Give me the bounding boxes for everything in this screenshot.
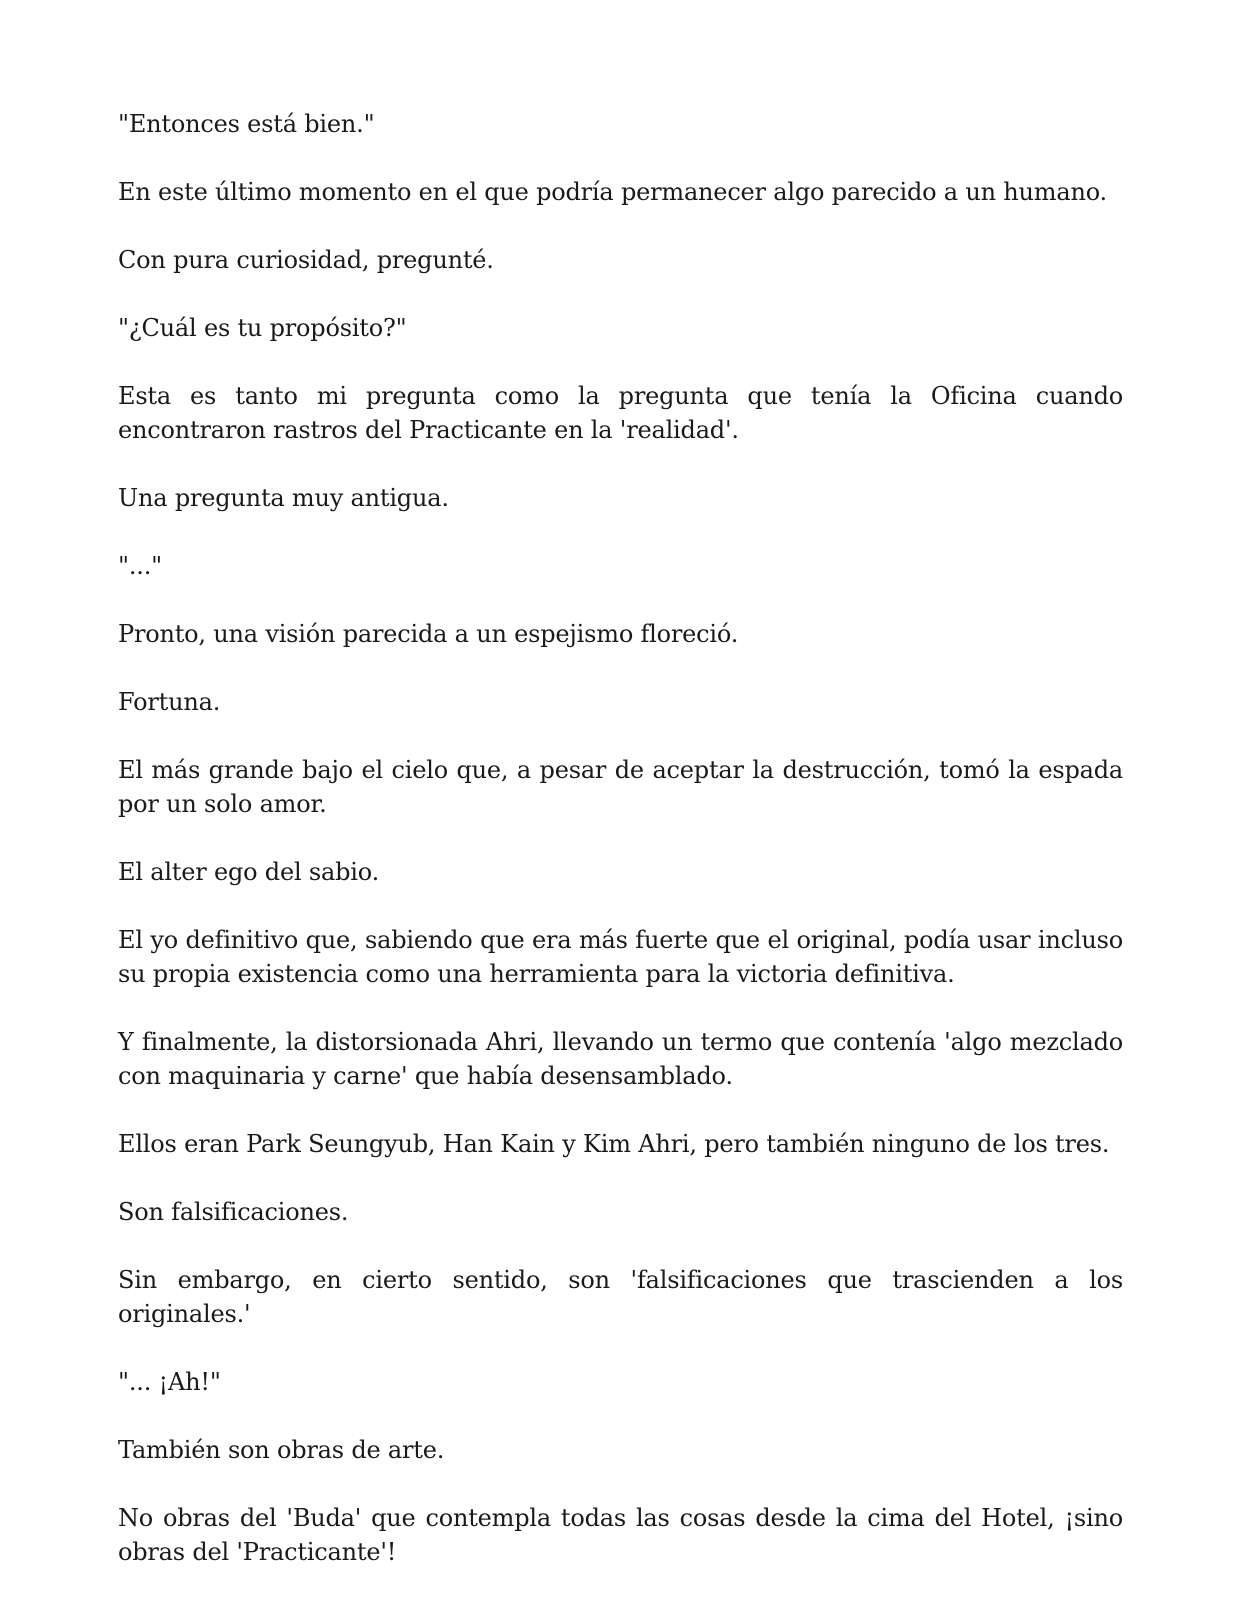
paragraph-12: El yo definitivo que, sabiendo que era más fuerte que el original, podía usar incluso su propia existencia como una herramienta para la victoria definitiva. — [118, 926, 1123, 988]
paragraph-18: También son obras de arte. — [118, 1436, 445, 1464]
paragraph-11: El alter ego del sabio. — [118, 858, 379, 886]
paragraph-1: "Entonces está bien." — [118, 110, 375, 138]
document-page — [118, 107, 1123, 1603]
paragraph-7: "..." — [118, 552, 162, 580]
paragraph-16: Sin embargo, en cierto sentido, son 'falsificaciones que trascienden a los originales.' — [118, 1266, 1123, 1328]
paragraph-8: Pronto, una visión parecida a un espejismo floreció. — [118, 620, 739, 648]
paragraph-4: "¿Cuál es tu propósito?" — [118, 314, 407, 342]
paragraph-5: Esta es tanto mi pregunta como la pregunta que tenía la Oficina cuando encontraron rastros del Practicante en la 'realidad'. — [118, 382, 1123, 444]
paragraph-14: Ellos eran Park Seungyub, Han Kain y Kim Ahri, pero también ninguno de los tres. — [118, 1130, 1110, 1158]
paragraph-6: Una pregunta muy antigua. — [118, 484, 449, 512]
paragraph-9: Fortuna. — [118, 688, 221, 716]
paragraph-2: En este último momento en el que podría permanecer algo parecido a un humano. — [118, 178, 1107, 206]
paragraph-10: El más grande bajo el cielo que, a pesar de aceptar la destrucción, tomó la espada por un solo amor. — [118, 756, 1123, 818]
paragraph-17: "... ¡Ah!" — [118, 1368, 221, 1396]
paragraph-13: Y finalmente, la distorsionada Ahri, llevando un termo que contenía 'algo mezclado con maquinaria y carne' que había desensamblado. — [118, 1028, 1123, 1090]
paragraph-3: Con pura curiosidad, pregunté. — [118, 246, 494, 274]
paragraph-15: Son falsificaciones. — [118, 1198, 349, 1226]
paragraph-19: No obras del 'Buda' que contempla todas las cosas desde la cima del Hotel, ¡sino obras del 'Practicante'! — [118, 1504, 1123, 1566]
